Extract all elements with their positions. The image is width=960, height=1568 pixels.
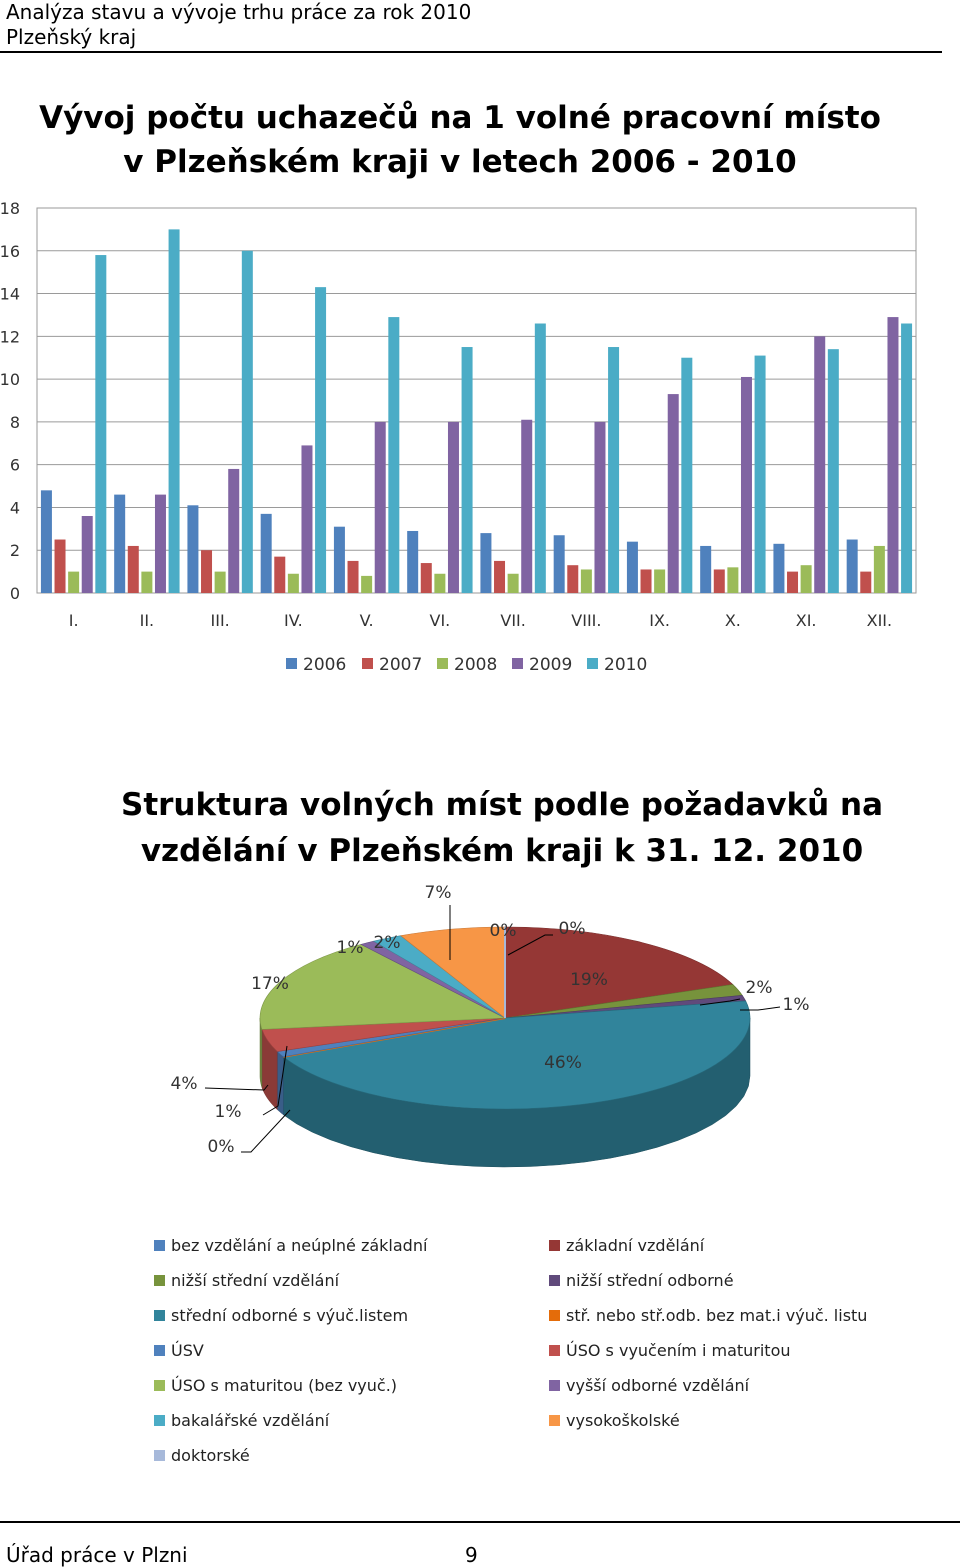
legend-swatch (587, 658, 598, 669)
legend-swatch (549, 1275, 560, 1286)
legend-item-2008 (437, 655, 497, 675)
bar-2007-4 (348, 561, 359, 593)
y-tick-label: 4 (9, 498, 20, 518)
pie-label-6: 1% (214, 1102, 242, 1122)
bar-2007-11 (860, 572, 871, 593)
legend-label: ÚSO s vyučením i maturitou (566, 1341, 791, 1360)
pie-legend-item-10 (154, 1411, 329, 1430)
bar-2008-2 (215, 572, 226, 593)
bar-2010-4 (388, 317, 399, 593)
bar-2008-8 (654, 569, 665, 593)
legend-item-2006 (286, 655, 346, 675)
pie-label-0: 0% (558, 919, 586, 939)
bar-2006-8 (627, 542, 638, 593)
bar-2010-9 (755, 356, 766, 593)
bar-2008-9 (727, 567, 738, 593)
bar-2010-1 (169, 229, 180, 593)
bar-2008-10 (801, 565, 812, 593)
y-tick-label: 2 (9, 541, 20, 561)
y-tick-label: 10 (0, 370, 20, 390)
bar-2007-1 (128, 546, 139, 593)
bar-chart (0, 0, 960, 700)
bar-2008-11 (874, 546, 885, 593)
bar-2008-5 (434, 574, 445, 593)
y-tick-label: 8 (9, 412, 20, 432)
y-tick-label: 18 (0, 199, 20, 218)
legend-label: nižší střední vzdělání (171, 1271, 340, 1290)
legend-swatch (154, 1345, 165, 1356)
bar-2006-11 (847, 540, 858, 593)
legend-swatch (286, 658, 297, 669)
bar-2009-1 (155, 495, 166, 593)
bar-2010-3 (315, 287, 326, 593)
legend-swatch (549, 1240, 560, 1251)
legend-label: 2010 (604, 655, 648, 675)
x-tick-label: VI. (429, 611, 451, 630)
leader-line (241, 1110, 290, 1152)
bar-2006-5 (407, 531, 418, 593)
pie-label-10: 2% (373, 933, 401, 953)
footer-org: Úřad práce v Plzni (6, 1543, 188, 1567)
pie-label-5: 0% (489, 921, 517, 941)
page-number: 9 (465, 1543, 478, 1567)
bar-2007-2 (201, 550, 212, 593)
pie-label-3: 1% (782, 995, 810, 1015)
bar-2006-4 (334, 527, 345, 593)
legend-label: střední odborné s výuč.listem (171, 1306, 409, 1325)
pie-legend-item-8 (154, 1376, 397, 1395)
bar-2008-1 (141, 572, 152, 593)
legend-label: 2008 (454, 655, 498, 675)
legend-label: ÚSO s maturitou (bez vyuč.) (171, 1376, 398, 1395)
legend-item-2010 (587, 655, 647, 675)
bar-2010-11 (901, 324, 912, 594)
bar-2007-7 (567, 565, 578, 593)
pie-legend-item-0 (154, 1236, 427, 1255)
pie-legend-item-6 (154, 1341, 204, 1360)
bar-2007-10 (787, 572, 798, 593)
bar-2009-11 (887, 317, 898, 593)
legend-label: bakalářské vzdělání (171, 1411, 330, 1430)
bar-2010-8 (681, 358, 692, 593)
y-tick-label: 14 (0, 284, 20, 304)
legend-swatch (549, 1345, 560, 1356)
bar-2009-3 (301, 445, 312, 593)
header-region: Plzeňský kraj (6, 25, 137, 49)
pie-label-2: 2% (745, 978, 773, 998)
pie-legend-item-11 (549, 1411, 680, 1430)
bar-2009-6 (521, 420, 532, 593)
pie-chart-title (22, 782, 960, 874)
legend-swatch (549, 1380, 560, 1391)
legend-swatch (154, 1450, 165, 1461)
legend-label: doktorské (171, 1446, 250, 1465)
bar-2006-1 (114, 495, 125, 593)
pie-chart-title-line2: vzdělání v Plzeňském kraji k 31. 12. 2010 (140, 833, 864, 869)
footer-divider (0, 1521, 960, 1523)
bar-2009-4 (375, 422, 386, 593)
x-tick-label: IX. (649, 611, 671, 630)
bar-2009-9 (741, 377, 752, 593)
pie-label-11: 7% (424, 883, 452, 903)
x-tick-label: V. (359, 611, 374, 630)
pie-legend-item-5 (549, 1306, 867, 1325)
pie-legend-item-1 (549, 1236, 704, 1255)
legend-label: vyšší odborné vzdělání (566, 1376, 750, 1395)
pie-legend-item-2 (154, 1271, 339, 1290)
bar-2006-9 (700, 546, 711, 593)
legend-item-2007 (362, 655, 422, 675)
legend-swatch (154, 1310, 165, 1321)
bar-2008-3 (288, 574, 299, 593)
pie-label-1: 19% (570, 970, 608, 990)
pie-label-12: 0% (207, 1137, 235, 1157)
pie-label-9: 1% (336, 938, 364, 958)
pie-label-7: 4% (170, 1074, 198, 1094)
y-tick-label: 6 (9, 455, 20, 475)
bar-2009-10 (814, 336, 825, 593)
bar-2010-10 (828, 349, 839, 593)
bar-2006-3 (261, 514, 272, 593)
x-tick-label: IV. (284, 611, 303, 630)
bar-2007-9 (714, 569, 725, 593)
x-tick-label: II. (139, 611, 155, 630)
bar-chart-title-line1: Vývoj počtu uchazečů na 1 volné pracovní místo (39, 100, 881, 136)
bar-2006-6 (480, 533, 491, 593)
pie-legend-item-9 (549, 1376, 749, 1395)
legend-swatch (549, 1415, 560, 1426)
legend-swatch (154, 1275, 165, 1286)
x-tick-label: I. (68, 611, 79, 630)
bar-2009-0 (82, 516, 93, 593)
bar-2006-10 (773, 544, 784, 593)
bar-2006-7 (554, 535, 565, 593)
y-tick-label: 0 (9, 584, 20, 603)
bar-2009-2 (228, 469, 239, 593)
x-tick-label: X. (724, 611, 741, 630)
x-tick-label: VIII. (571, 611, 602, 630)
pie-chart-title-line1: Struktura volných míst podle požadavků na (121, 787, 883, 823)
legend-item-2009 (512, 655, 572, 675)
pie-legend-item-12 (154, 1446, 250, 1465)
legend-swatch (512, 658, 523, 669)
bar-2007-8 (641, 569, 652, 593)
legend-swatch (437, 658, 448, 669)
bar-2007-3 (274, 557, 285, 593)
legend-label: 2009 (529, 655, 573, 675)
x-tick-label: XII. (866, 611, 893, 630)
legend-label: ÚSV (171, 1341, 204, 1360)
legend-label: bez vzdělání a neúplné základní (171, 1236, 428, 1255)
legend-label: základní vzdělání (566, 1236, 705, 1255)
leader-line (205, 1085, 268, 1090)
legend-swatch (549, 1310, 560, 1321)
bar-2009-8 (668, 394, 679, 593)
bar-chart-title-line2: v Plzeňském kraji v letech 2006 - 2010 (123, 144, 797, 180)
y-tick-label: 16 (0, 241, 20, 261)
bar-2006-2 (187, 505, 198, 593)
pie-chart (0, 870, 960, 1290)
bar-2010-6 (535, 324, 546, 594)
bar-2010-7 (608, 347, 619, 593)
bar-2010-5 (462, 347, 473, 593)
x-tick-label: III. (210, 611, 230, 630)
bar-2010-0 (95, 255, 106, 593)
bar-2009-5 (448, 422, 459, 593)
bar-2007-6 (494, 561, 505, 593)
bar-2010-2 (242, 251, 253, 593)
bar-2007-5 (421, 563, 432, 593)
x-tick-label: XI. (795, 611, 817, 630)
bar-2007-0 (55, 540, 66, 593)
legend-swatch (154, 1380, 165, 1391)
legend-label: 2006 (303, 655, 347, 675)
legend-label: stř. nebo stř.odb. bez mat.i výuč. listu (566, 1306, 868, 1325)
y-tick-label: 12 (0, 327, 20, 347)
bar-2008-0 (68, 572, 79, 593)
pie-label-8: 17% (251, 974, 289, 994)
legend-swatch (154, 1415, 165, 1426)
bar-2006-0 (41, 490, 52, 593)
legend-label: 2007 (379, 655, 423, 675)
bar-2008-7 (581, 569, 592, 593)
header-title: Analýza stavu a vývoje trhu práce za rok 2010 (6, 0, 472, 24)
pie-legend-item-3 (549, 1271, 734, 1290)
legend-swatch (154, 1240, 165, 1251)
bar-2009-7 (594, 422, 605, 593)
legend-label: vysokoškolské (566, 1411, 680, 1430)
pie-label-4: 46% (544, 1053, 582, 1073)
legend-label: nižší střední odborné (566, 1271, 734, 1290)
x-tick-label: VII. (500, 611, 526, 630)
bar-2008-4 (361, 576, 372, 593)
pie-legend-item-7 (549, 1341, 791, 1360)
pie-legend-item-4 (154, 1306, 408, 1325)
legend-swatch (362, 658, 373, 669)
bar-2008-6 (508, 574, 519, 593)
